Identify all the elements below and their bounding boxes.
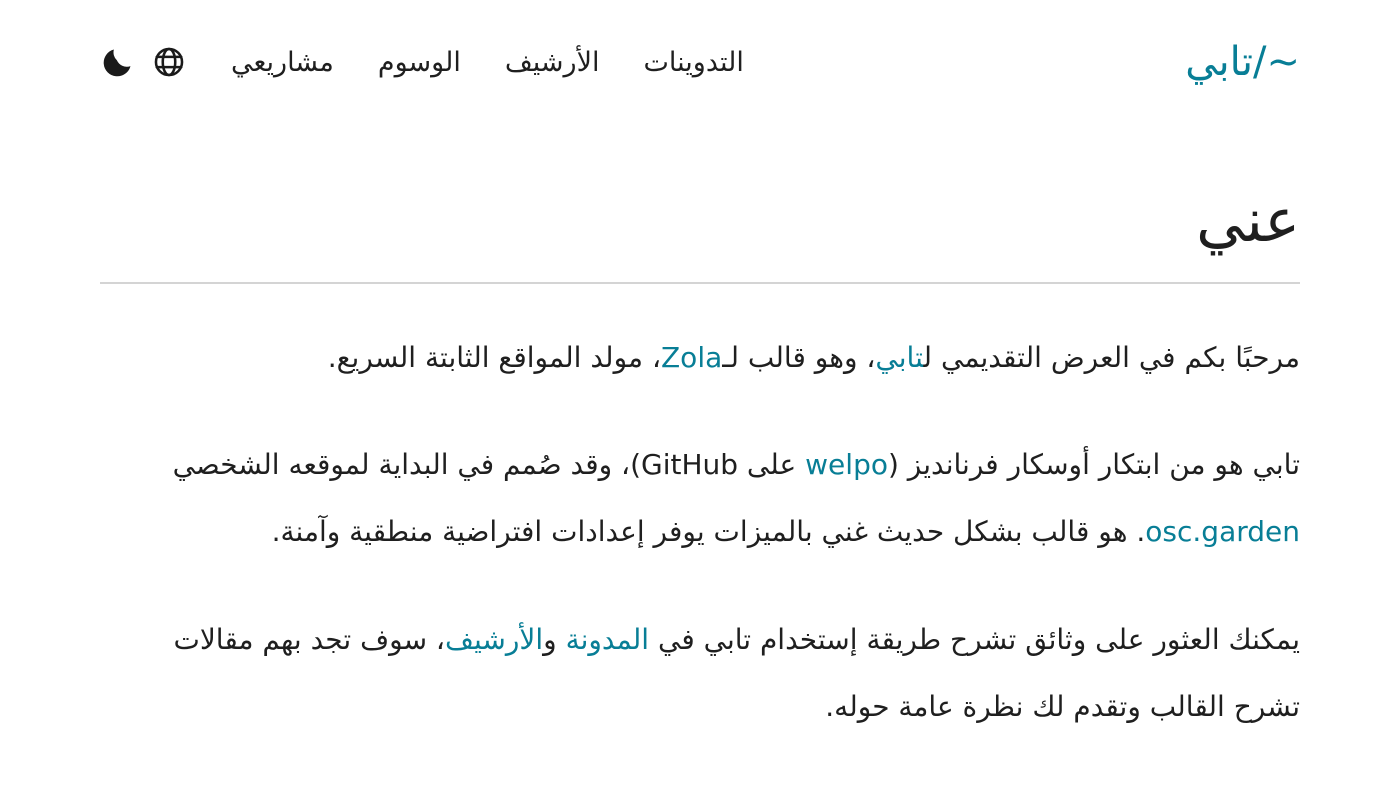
paragraph-text: ، سوف تجد بهم مقالات تشرح القالب وتقدم لك نظرة عامة حوله.: [173, 622, 1300, 723]
page-container: [100, 0, 1300, 740]
site-title-link[interactable]: ~/تابي: [1185, 39, 1300, 85]
nav-item-projects[interactable]: مشاريعي: [231, 46, 334, 78]
nav-item-archive[interactable]: الأرشيف: [504, 46, 600, 78]
paragraph-text: ، مولد المواقع الثابتة السريع.: [327, 341, 661, 374]
main-content: [100, 182, 1300, 740]
paragraph-text: و: [543, 622, 566, 656]
paragraph-text: تابي هو من ابتكار أوسكار فرنانديز (: [887, 448, 1300, 482]
inline-link[interactable]: osc.garden: [1145, 515, 1300, 549]
theme-toggle-button[interactable]: [100, 44, 136, 80]
nav-item-posts[interactable]: التدوينات: [643, 46, 744, 78]
globe-icon: [152, 45, 186, 79]
inline-link[interactable]: الأرشيف: [444, 622, 544, 656]
inline-link[interactable]: welpo: [805, 448, 888, 482]
paragraph-text: يمكنك العثور على وثائق تشرح طريقة إستخدام تابي في: [649, 622, 1300, 656]
moon-icon: [101, 45, 135, 79]
paragraph-text: على GitHub)، وقد صُمم في البداية لموقعه الشخصي: [172, 448, 806, 482]
language-switcher-button[interactable]: [151, 44, 187, 80]
article-body: [100, 324, 1300, 740]
paragraph-text: . هو قالب بشكل حديث غني بالميزات يوفر إعدادات افتراضية منطقية وآمنة.: [271, 515, 1146, 549]
paragraph: [100, 606, 1300, 740]
main-nav: [100, 44, 744, 80]
site-header: [100, 0, 1300, 86]
page-title: عني: [1196, 186, 1300, 256]
nav-links: [231, 47, 744, 78]
title-divider: [100, 282, 1300, 284]
paragraph-text: ، وهو قالب لـ: [722, 341, 876, 374]
header-controls: [100, 44, 187, 80]
inline-link[interactable]: تابي: [875, 341, 924, 374]
paragraph: [100, 431, 1300, 565]
paragraph-text: مرحبًا بكم في العرض التقديمي ل: [923, 341, 1300, 374]
paragraph: [100, 324, 1300, 391]
inline-link[interactable]: المدونة: [565, 622, 650, 656]
inline-link[interactable]: Zola: [661, 341, 723, 374]
nav-item-tags[interactable]: الوسوم: [377, 46, 461, 78]
